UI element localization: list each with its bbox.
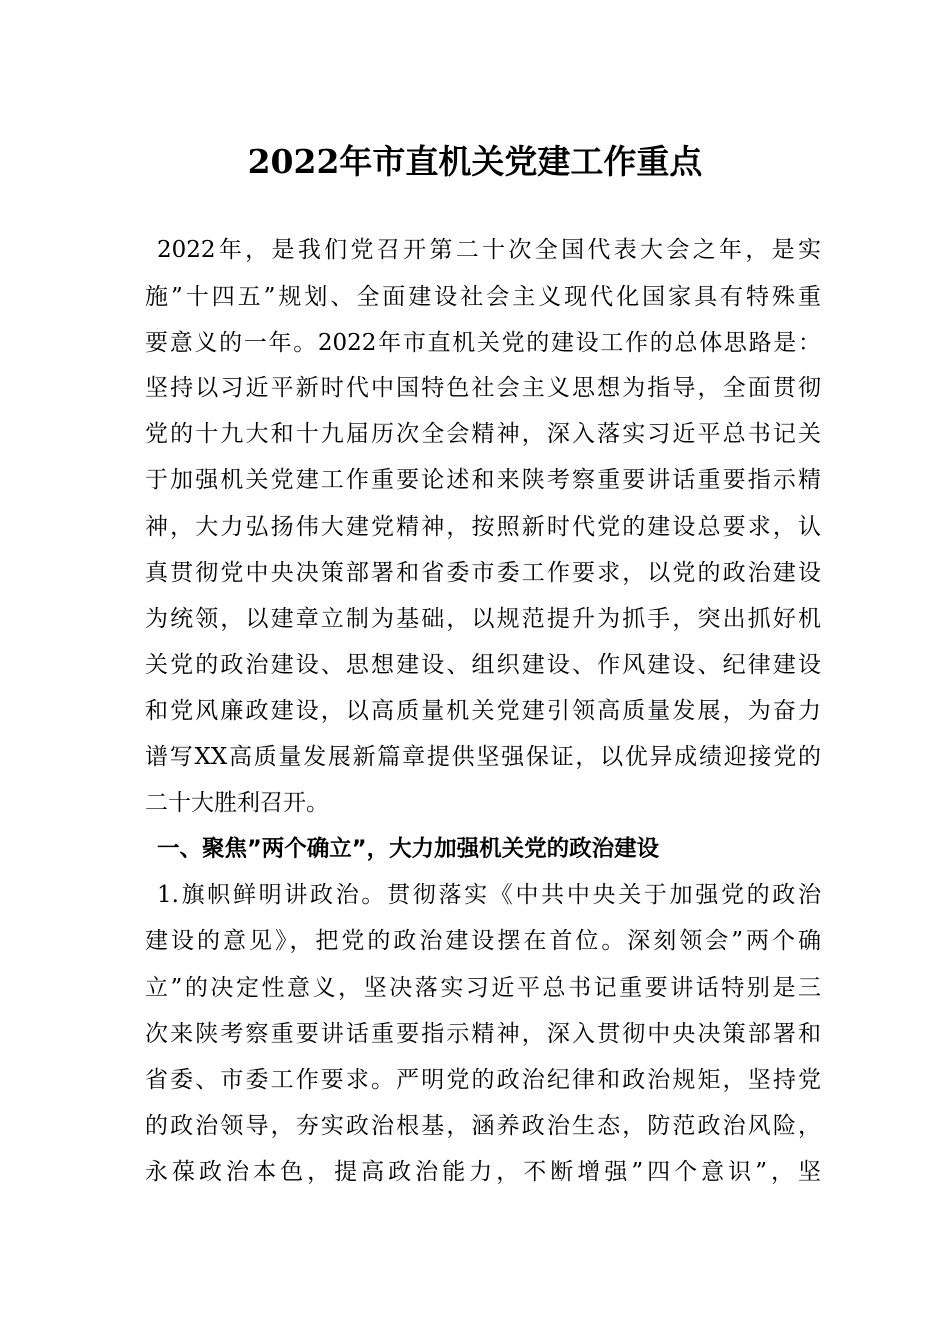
section-item-line: 永葆政治本色，提高政治能力，不断增强”四个意识”，坚 [145,1159,821,1185]
intro-line: 为统领，以建章立制为基础，以规范提升为抓手，突出抓好机 [145,606,821,632]
intro-line: 坚持以习近平新时代中国特色社会主义思想为指导，全面贯彻 [145,375,821,401]
section-item-line: 的政治领导，夯实政治根基，涵养政治生态，防范政治风险， [145,1113,821,1139]
intro-line: 和党风廉政建设，以高质量机关党建引领高质量发展，为奋力 [145,698,821,724]
intro-line: 要意义的一年。2022年市直机关党的建设工作的总体思路是： [145,330,821,356]
section-item-line: 次来陕考察重要讲话重要指示精神，深入贯彻中央决策部署和 [145,1021,821,1047]
intro-line: 关党的政治建设、思想建设、组织建设、作风建设、纪律建设 [145,652,821,678]
intro-line: 二十大胜利召开。 [145,790,329,816]
section-item-line: 立”的决定性意义，坚决落实习近平总书记重要讲话特别是三 [145,975,821,1001]
intro-line: 2022年，是我们党召开第二十次全国代表大会之年，是实 [157,237,821,263]
section-item-line: 建设的意见》，把党的政治建设摆在首位。深刻领会”两个确 [145,928,821,954]
intro-line: 谱写XX高质量发展新篇章提供坚强保证，以优异成绩迎接党的 [145,744,821,770]
section-item-line: 省委、市委工作要求。严明党的政治纪律和政治规矩，坚持党 [145,1067,821,1093]
section-item-line: 1.旗帜鲜明讲政治。贯彻落实《中共中央关于加强党的政治 [157,882,821,908]
intro-line: 神，大力弘扬伟大建党精神，按照新时代党的建设总要求，认 [145,514,821,540]
intro-line: 施”十四五”规划、全面建设社会主义现代化国家具有特殊重 [145,284,821,310]
intro-line: 党的十九大和十九届历次全会精神，深入落实习近平总书记关 [145,421,821,447]
document-title: 2022年市直机关党建工作重点 [247,142,703,181]
intro-line: 真贯彻党中央决策部署和省委市委工作要求，以党的政治建设 [145,560,821,586]
section-heading: 一、聚焦”两个确立”，大力加强机关党的政治建设 [157,836,660,862]
intro-line: 于加强机关党建工作重要论述和来陕考察重要讲话重要指示精 [145,467,821,493]
